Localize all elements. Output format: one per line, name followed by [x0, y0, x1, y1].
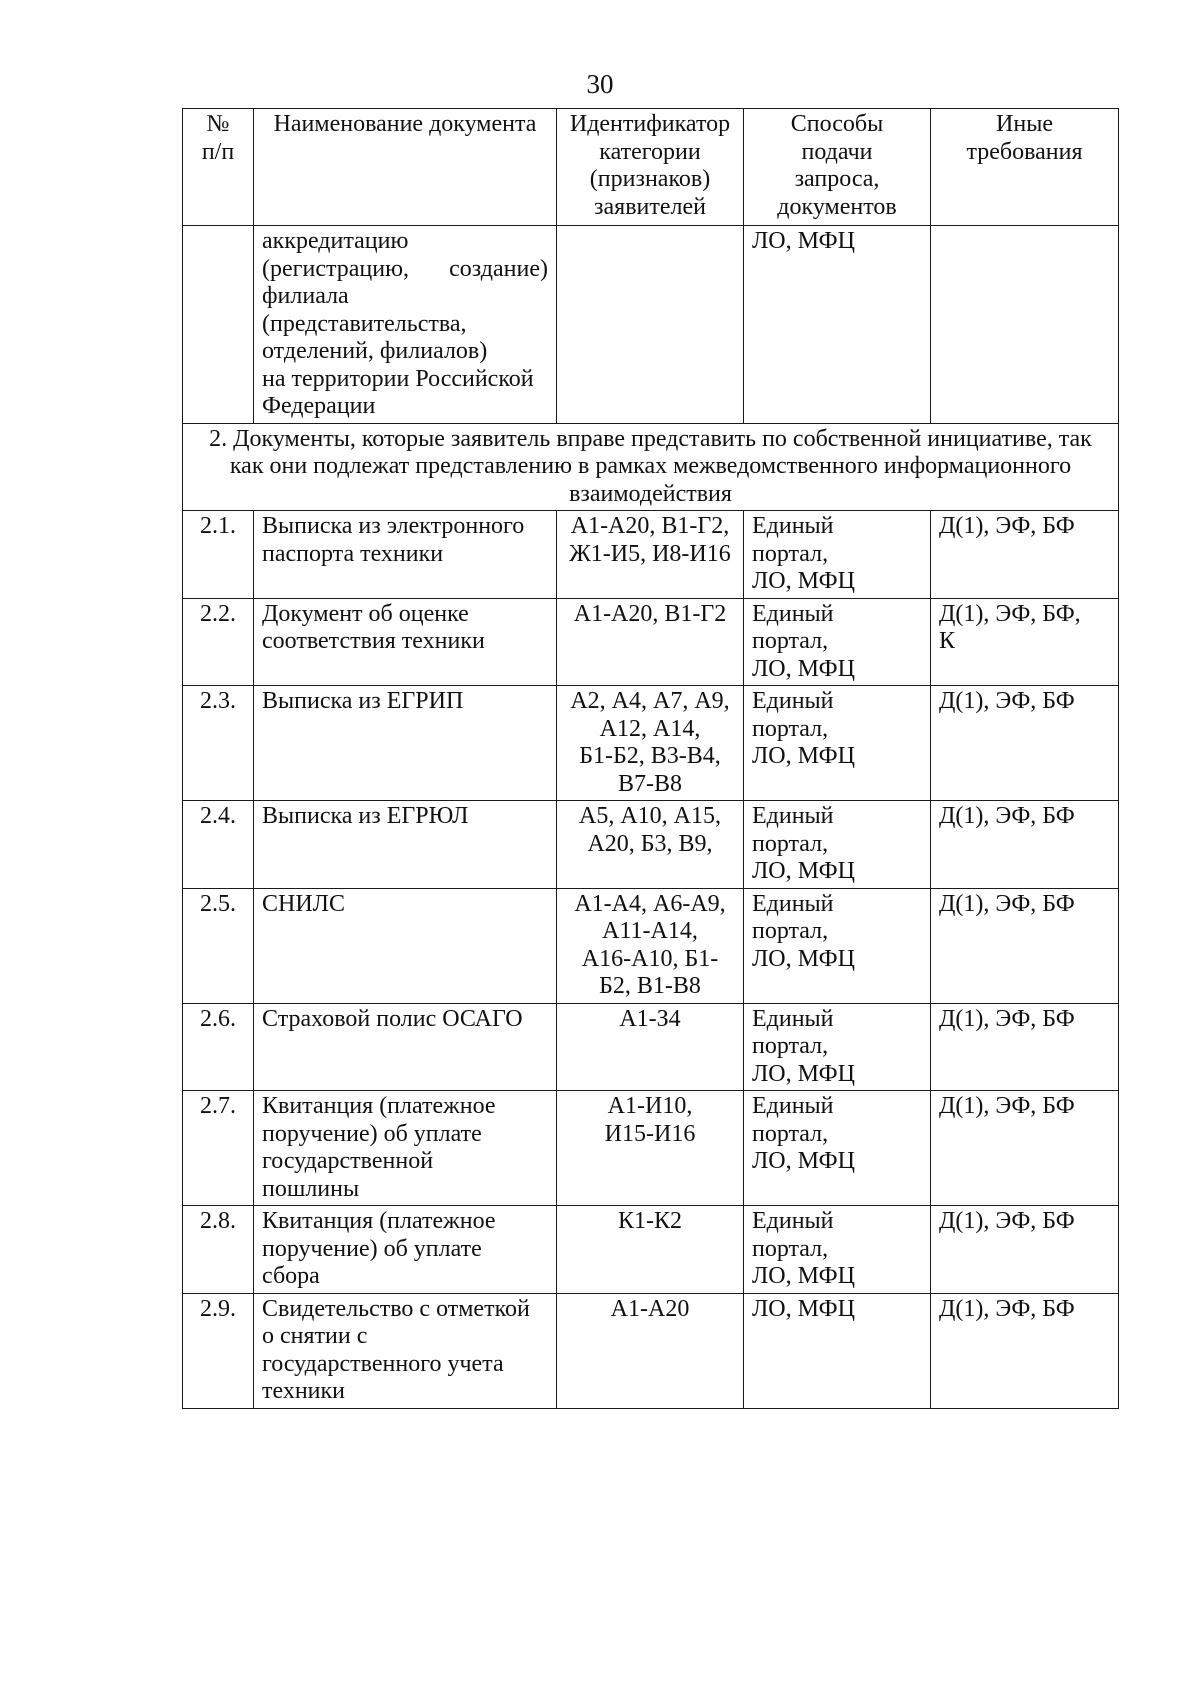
cell-other-requirements: Д(1), ЭФ, БФ: [931, 686, 1119, 801]
table-header-row: [183, 109, 1119, 226]
table-row-2-5: [183, 888, 1119, 1003]
table-row-continuation: [183, 226, 1119, 424]
cell-document-name: Квитанция (платежное поручение) об уплате сбора: [254, 1206, 557, 1294]
cell-document-name: СНИЛС: [254, 888, 557, 1003]
cell-document-name: Выписка из ЕГРИП: [254, 686, 557, 801]
cell-other-requirements: Д(1), ЭФ, БФ: [931, 888, 1119, 1003]
cell-submission-methods: Единый портал, ЛО, МФЦ: [744, 888, 931, 1003]
cell-other-requirements: Д(1), ЭФ, БФ: [931, 1091, 1119, 1206]
cell-document-name: Документ об оценке соответствия техники: [254, 598, 557, 686]
cell-other-requirements: Д(1), ЭФ, БФ: [931, 1293, 1119, 1408]
cell-other-requirements: Д(1), ЭФ, БФ: [931, 1003, 1119, 1091]
cell-category-id: А1-З4: [557, 1003, 744, 1091]
cell-number: 2.8.: [183, 1206, 254, 1294]
cell-submission-methods: Единый портал, ЛО, МФЦ: [744, 511, 931, 599]
table-row-2-8: [183, 1206, 1119, 1294]
table-row-2-2: [183, 598, 1119, 686]
name-line-2-right: создание): [449, 255, 548, 282]
cell-document-name: Выписка из электронного паспорта техники: [254, 511, 557, 599]
cell-category-id: А5, А10, А15, А20, Б3, В9,: [557, 801, 744, 889]
cell-category-id: А1-А4, А6-А9, А11-А14, А16-А10, Б1- Б2, В1-В8: [557, 888, 744, 1003]
cell-other-requirements: Д(1), ЭФ, БФ: [931, 1206, 1119, 1294]
cell-category-id: К1-К2: [557, 1206, 744, 1294]
header-other-requirements: Иные требования: [931, 109, 1119, 226]
cell-document-name: [254, 226, 557, 424]
cell-other-requirements: Д(1), ЭФ, БФ: [931, 511, 1119, 599]
cell-other-requirements: Д(1), ЭФ, БФ, К: [931, 598, 1119, 686]
name-rest: филиала (представительства, отделений, филиалов) на территории Российской Федерации: [262, 283, 534, 419]
cell-category-id: А2, А4, А7, А9, А12, А14, Б1-Б2, В3-В4, В7-В8: [557, 686, 744, 801]
cell-category-id: А1-А20: [557, 1293, 744, 1408]
cell-submission-methods: Единый портал, ЛО, МФЦ: [744, 801, 931, 889]
page-number: 30: [586, 69, 614, 99]
cell-number: 2.7.: [183, 1091, 254, 1206]
cell-document-name: Свидетельство с отметкой о снятии с государственного учета техники: [254, 1293, 557, 1408]
table-row-2-4: [183, 801, 1119, 889]
name-line-1: аккредитацию: [262, 228, 409, 254]
cell-number: 2.2.: [183, 598, 254, 686]
cell-submission-methods: Единый портал, ЛО, МФЦ: [744, 598, 931, 686]
cell-number: 2.4.: [183, 801, 254, 889]
cell-submission-methods: Единый портал, ЛО, МФЦ: [744, 1003, 931, 1091]
cell-document-name: Квитанция (платежное поручение) об уплате государственной пошлины: [254, 1091, 557, 1206]
cell-other-requirements: [931, 226, 1119, 424]
header-number: № п/п: [183, 109, 254, 226]
cell-number: 2.6.: [183, 1003, 254, 1091]
table-row-2-9: [183, 1293, 1119, 1408]
header-document-name: Наименование документа: [254, 109, 557, 226]
cell-submission-methods: Единый портал, ЛО, МФЦ: [744, 1091, 931, 1206]
cell-submission-methods: ЛО, МФЦ: [744, 226, 931, 424]
name-line-2-left: (регистрацию,: [262, 255, 410, 282]
cell-category-id: [557, 226, 744, 424]
cell-number: [183, 226, 254, 424]
cell-category-id: А1-А20, В1-Г2: [557, 598, 744, 686]
cell-category-id: А1-А20, В1-Г2, Ж1-И5, И8-И16: [557, 511, 744, 599]
cell-number: 2.3.: [183, 686, 254, 801]
cell-number: 2.9.: [183, 1293, 254, 1408]
table-row-2-6: [183, 1003, 1119, 1091]
section-heading: 2. Документы, которые заявитель вправе представить по собственной инициативе, так как они подлежат представлению в рамках межведомственного информационного взаимодействия: [183, 423, 1119, 511]
cell-other-requirements: Д(1), ЭФ, БФ: [931, 801, 1119, 889]
header-category-id: Идентификатор категории (признаков) заявителей: [557, 109, 744, 226]
cell-number: 2.5.: [183, 888, 254, 1003]
cell-submission-methods: Единый портал, ЛО, МФЦ: [744, 686, 931, 801]
cell-submission-methods: ЛО, МФЦ: [744, 1293, 931, 1408]
cell-number: 2.1.: [183, 511, 254, 599]
table-row-2-3: [183, 686, 1119, 801]
table-row-2-1: [183, 511, 1119, 599]
table-row-2-7: [183, 1091, 1119, 1206]
name-line-2: [262, 256, 548, 284]
documents-table: [182, 108, 1119, 1409]
header-submission-methods: Способы подачи запроса, документов: [744, 109, 931, 226]
table-row-section-heading: [183, 423, 1119, 511]
cell-category-id: А1-И10, И15-И16: [557, 1091, 744, 1206]
cell-document-name: Страховой полис ОСАГО: [254, 1003, 557, 1091]
cell-document-name: Выписка из ЕГРЮЛ: [254, 801, 557, 889]
cell-submission-methods: Единый портал, ЛО, МФЦ: [744, 1206, 931, 1294]
